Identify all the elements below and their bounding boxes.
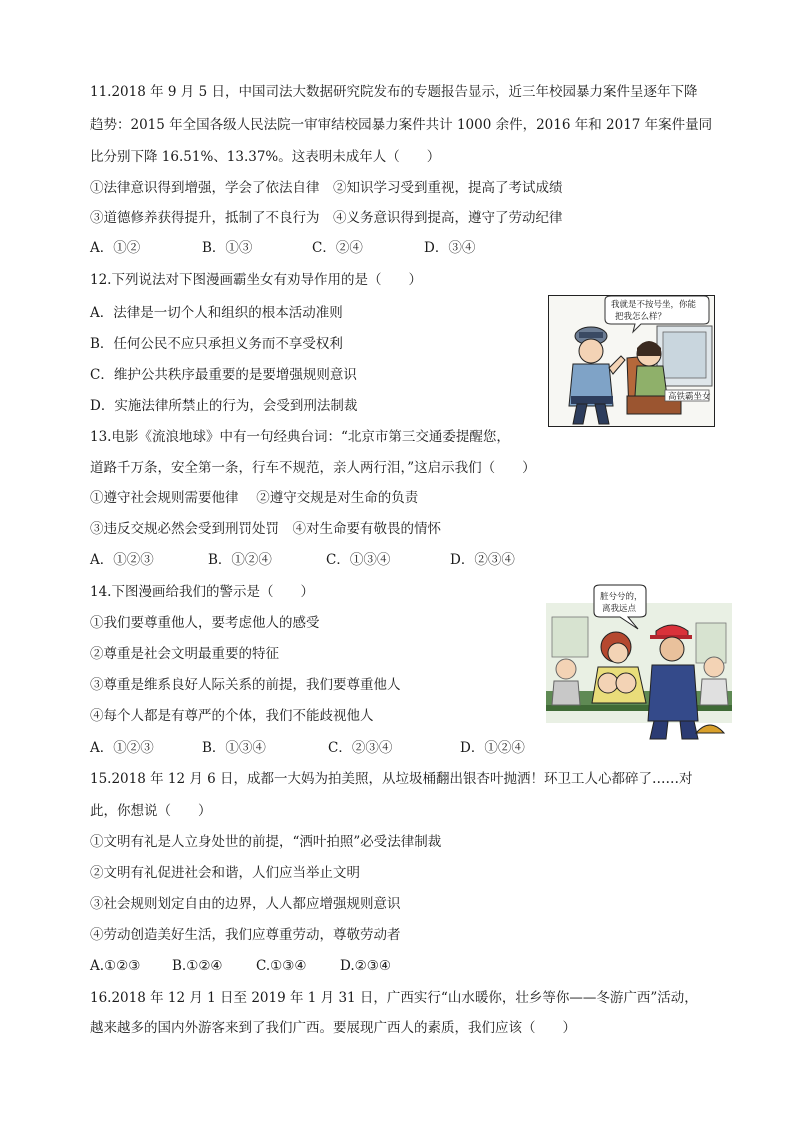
q15-statement-4: ④劳动创造美好生活，我们应尊重劳动，尊敬劳动者 (90, 927, 401, 943)
q15-stem-line-2: 此，你想说（ ） (90, 803, 212, 819)
q13-option-d[interactable]: D．②③④ (450, 552, 515, 568)
q11-option-a[interactable]: A．①② (90, 240, 141, 256)
q13-statement-1: ①遵守社会规则需要他律 ②遵守交规是对生命的负责 (90, 490, 419, 506)
q11-statement-1: ①法律意识得到增强，学会了依法自律 ②知识学习受到重视，提高了考试成绩 (90, 180, 563, 196)
q12-option-b[interactable]: B．任何公民不应只承担义务而不享受权利 (90, 336, 343, 352)
q12-cartoon (548, 295, 715, 427)
q14-stem: 14.下图漫画给我们的警示是（ ） (90, 584, 314, 600)
q14-statement-2: ②尊重是社会文明最重要的特征 (90, 646, 279, 662)
q15-option-d[interactable]: D.②③④ (340, 958, 391, 974)
q14-cartoon (546, 583, 732, 743)
q11-stem-line-3: 比分别下降 16.51%、13.37%。这表明未成年人（ ） (90, 149, 441, 165)
q14-option-c[interactable]: C．②③④ (328, 740, 393, 756)
q15-option-a[interactable]: A.①②③ (90, 958, 141, 974)
q11-option-c[interactable]: C．②④ (312, 240, 363, 256)
q11-option-b[interactable]: B．①③ (202, 240, 253, 256)
q12-bubble-line-1: 我就是不按号坐，你能 (611, 300, 697, 310)
q11-statement-2: ③道德修养获得提升，抵制了不良行为 ④义务意识得到提高，遵守了劳动纪律 (90, 210, 563, 226)
q12-cartoon-tag: 高铁霸坐女 (668, 392, 711, 402)
q16-stem-line-2: 越来越多的国内外游客来到了我们广西。要展现广西人的素质，我们应该（ ） (90, 1020, 576, 1036)
q13-option-b[interactable]: B．①②④ (208, 552, 272, 568)
q14-option-d[interactable]: D．①②④ (460, 740, 525, 756)
q15-stem-line-1: 15.2018 年 12 月 6 日，成都一大妈为拍美照，从垃圾桶翻出银杏叶抛洒！环卫工人心都碎了……对 (90, 771, 693, 787)
q12-cartoon-drawing (549, 296, 714, 426)
q14-statement-4: ④每个人都是有尊严的个体，我们不能歧视他人 (90, 708, 374, 724)
q14-option-b[interactable]: B．①③④ (202, 740, 266, 756)
q13-option-c[interactable]: C．①③④ (326, 552, 391, 568)
q11-stem-line-1: 11.2018 年 9 月 5 日，中国司法大数据研究院发布的专题报告显示，近三年校园暴力案件呈逐年下降 (90, 84, 698, 100)
q15-statement-1: ①文明有礼是人立身处世的前提，“洒叶拍照”必受法律制裁 (90, 834, 442, 850)
q16-stem-line-1: 16.2018 年 12 月 1 日至 2019 年 1 月 31 日，广西实行“山水暖你，壮乡等你——冬游广西”活动， (90, 990, 698, 1006)
q12-option-d[interactable]: D．实施法律所禁止的行为，会受到刑法制裁 (90, 398, 358, 414)
q13-option-a[interactable]: A．①②③ (90, 552, 154, 568)
q11-option-d[interactable]: D．③④ (424, 240, 476, 256)
q12-option-a[interactable]: A．法律是一切个人和组织的根本活动准则 (90, 305, 343, 321)
q12-bubble-line-2: 把我怎么样？ (615, 312, 667, 322)
q14-option-a[interactable]: A．①②③ (90, 740, 154, 756)
q12-stem: 12.下列说法对下图漫画霸坐女有劝导作用的是（ ） (90, 272, 422, 288)
q15-statement-3: ③社会规则划定自由的边界，人人都应增强规则意识 (90, 896, 401, 912)
q14-cartoon-drawing (546, 583, 732, 743)
q13-stem-line-1: 13.电影《流浪地球》中有一句经典台词：“北京市第三交通委提醒您， (90, 429, 510, 445)
q13-statement-2: ③违反交规必然会受到刑罚处罚 ④对生命要有敬畏的情怀 (90, 521, 441, 537)
q14-statement-1: ①我们要尊重他人，要考虑他人的感受 (90, 615, 320, 631)
q14-statement-3: ③尊重是维系良好人际关系的前提，我们要尊重他人 (90, 677, 401, 693)
q15-statement-2: ②文明有礼促进社会和谐，人们应当举止文明 (90, 865, 360, 881)
q14-bubble-line-2: 离我远点 (602, 604, 637, 614)
q15-option-c[interactable]: C.①③④ (256, 958, 307, 974)
q11-stem-line-2: 趋势：2015 年全国各级人民法院一审审结校园暴力案件共计 1000 余件，2016 年和 2017 年案件量同 (90, 117, 713, 133)
q12-option-c[interactable]: C．维护公共秩序最重要的是要增强规则意识 (90, 367, 357, 383)
q15-option-b[interactable]: B.①②④ (172, 958, 223, 974)
q14-bubble-line-1: 脏兮兮的， (600, 592, 643, 602)
q13-stem-line-2: 道路千万条，安全第一条，行车不规范，亲人两行泪，”这启示我们（ ） (90, 460, 536, 476)
